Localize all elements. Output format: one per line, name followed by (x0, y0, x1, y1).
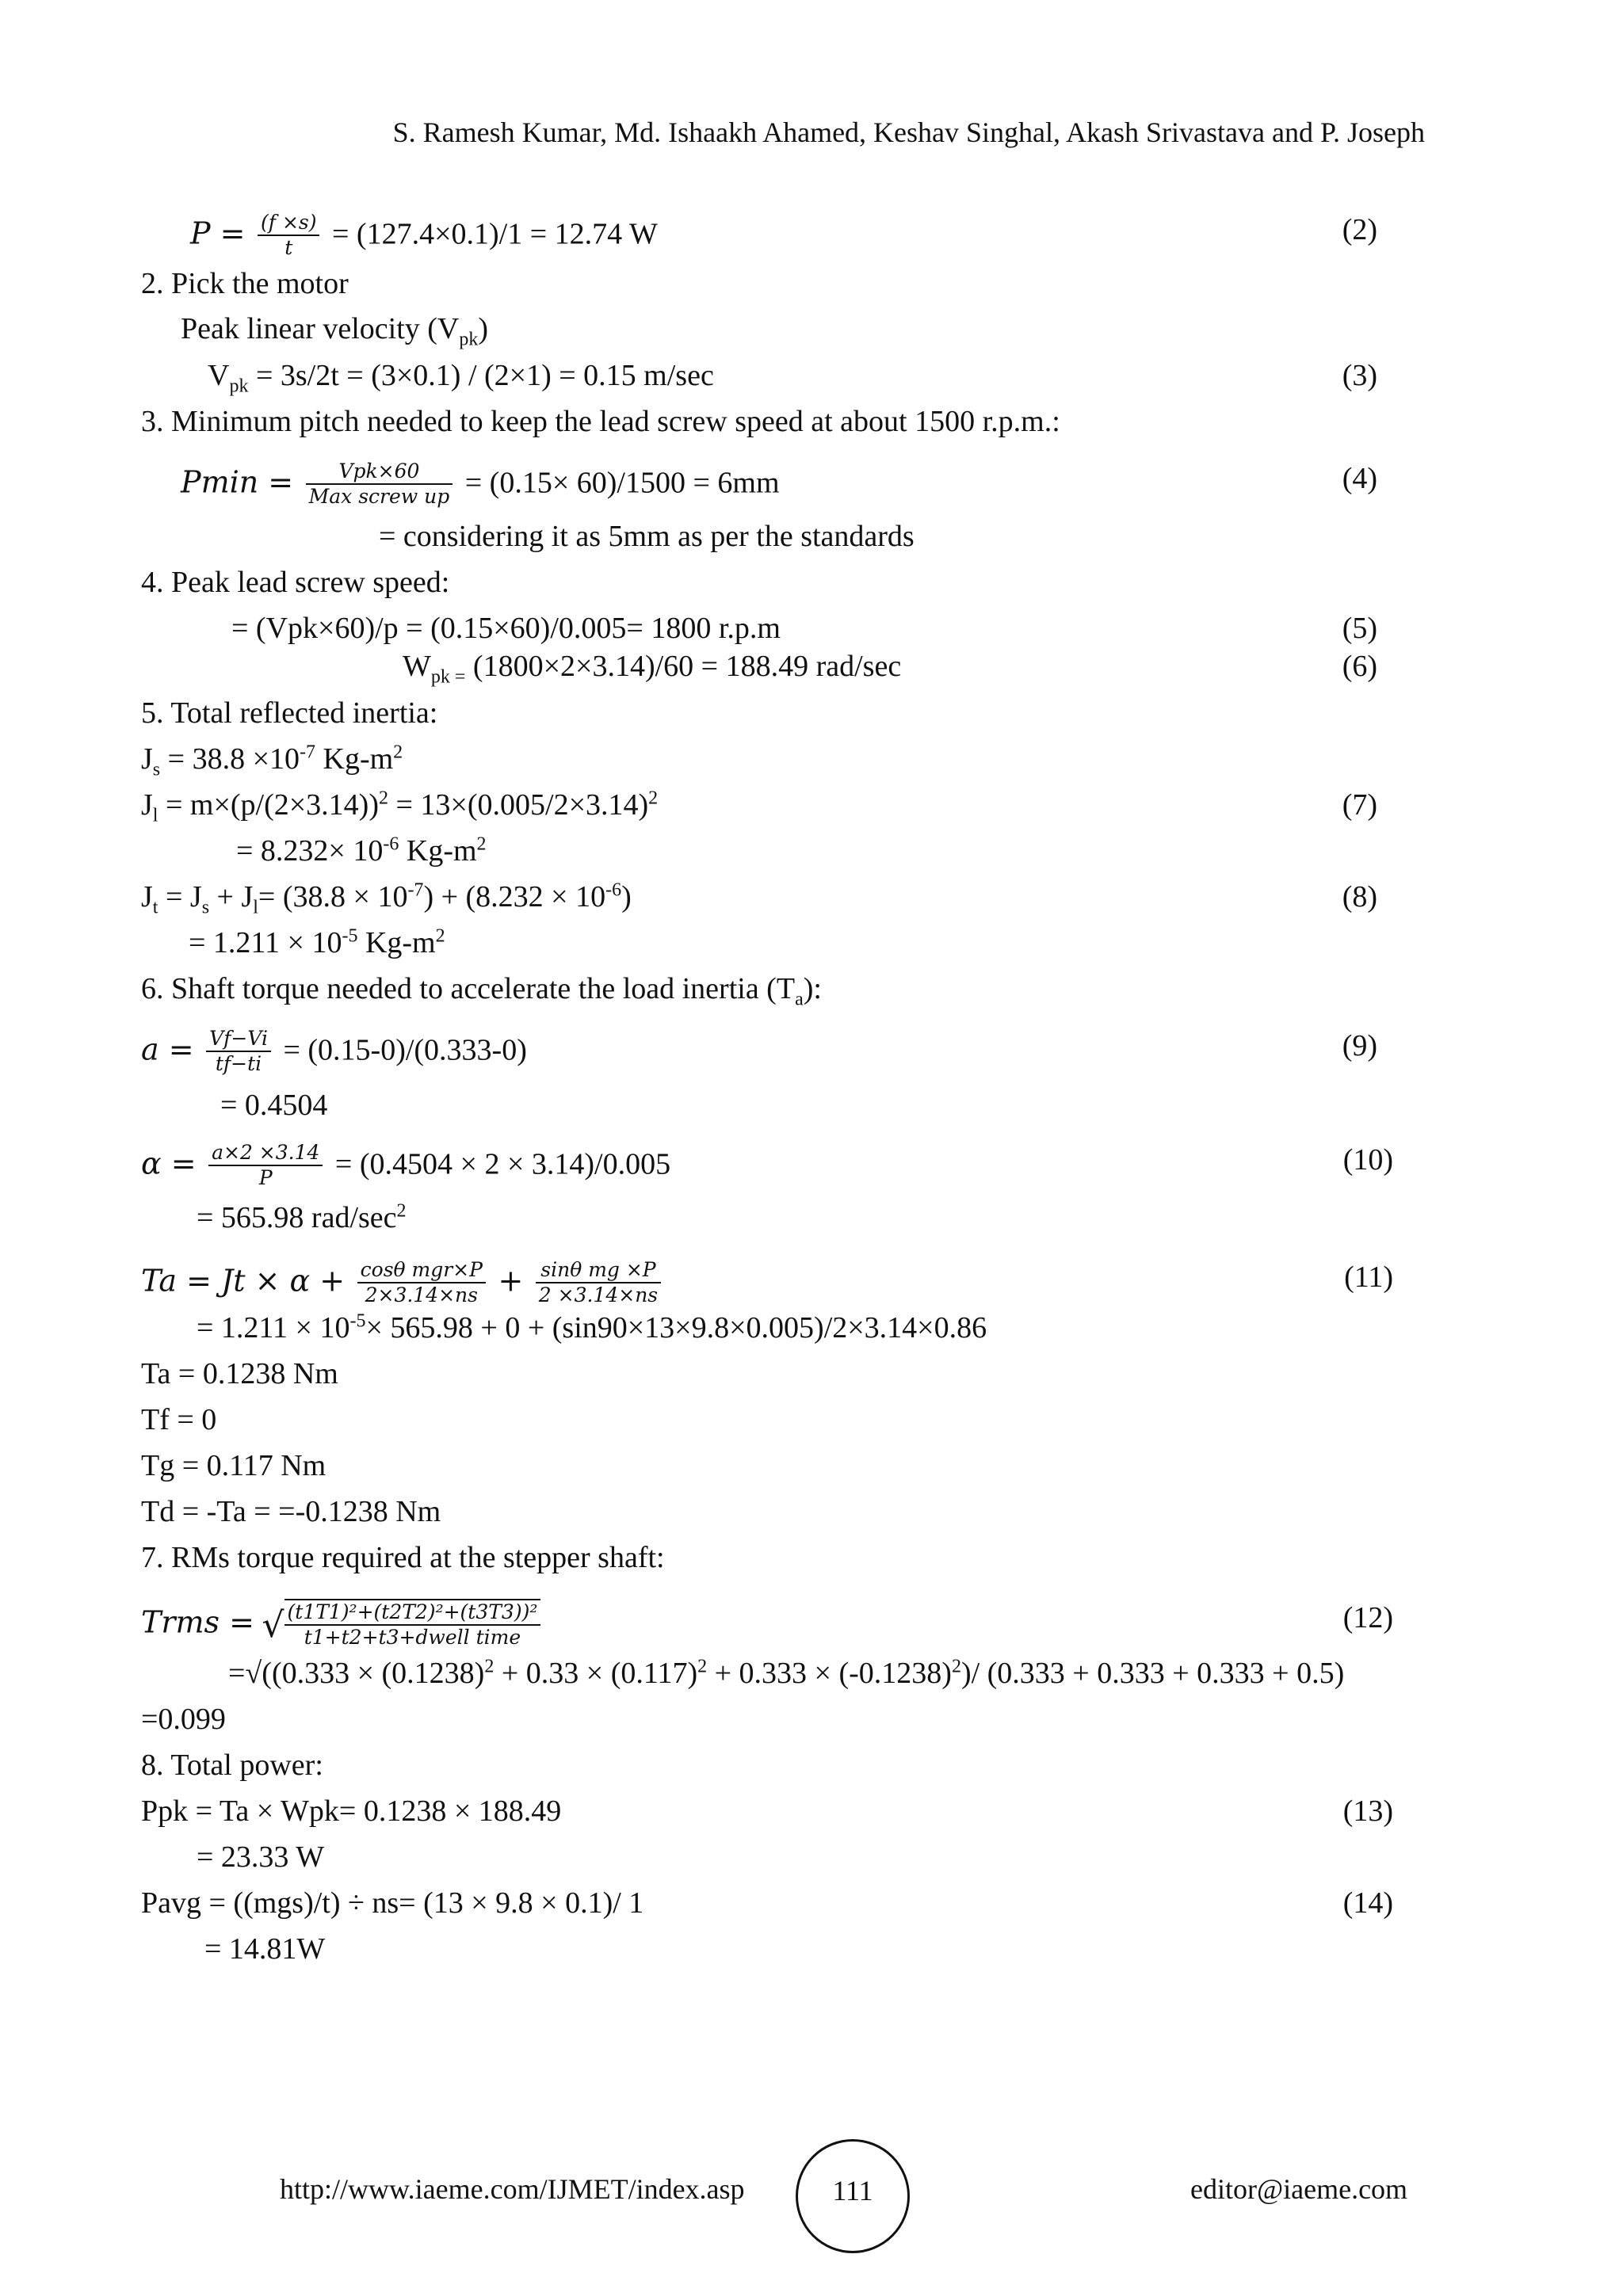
fraction: $\frac{\text{Vpk×60}}{\text{Max screw up}}$ (306, 460, 453, 509)
equation-13: Ppk = Ta × Wpk= 0.1238 × 188.49 (141, 1794, 562, 1828)
equation-12-expanded: $=√((0.333 \times (0.1238)^2 + 0.33 \times (0.117)^2 + 0.333 \times (-0.1238)^2)/$ (0.333 + 0.333 + 0.333 + 0.5) (228, 1656, 1345, 1690)
equation-9-result: = 0.4504 (220, 1089, 328, 1122)
inertia-js: $J_s = 38.8 \times 10^{-7}$ $Kg-m^2$ (141, 742, 403, 780)
equation-3: $V_{pk} = 3s/2t = (3\times 0.1) / (2\times 1) = 0.15$ m/sec (208, 359, 714, 397)
equation-11-result: = $1.211 \times 10^{-5}\times 565.98 + 0 + (\sin 90\times 13\times 9.8\times 0.005)/2\times 3.14\times 0.86$ (197, 1310, 987, 1344)
equation-4: Pmin = $\frac{\text{Vpk×60}}{\text{Max screw up}}$ = (0.15× 60)/1500 = 6mm (181, 460, 780, 508)
equation-9: a = $\frac{Vf-Vi}{tf-ti}$ = (0.15-0)/(0.333-0) (141, 1027, 527, 1075)
equation-number: (4) (1342, 462, 1377, 495)
equation-11: Ta = Jt × α + $\frac{\text{cosθ mgr×P}}{2\times 3.14\times ns}$ + $\frac{\text{sinθ mg ×P}}{2 \times 3.14\times ns}$ (141, 1260, 666, 1309)
square-root-symbol: √ (262, 1605, 285, 1646)
equation-13-result: = 23.33 W (197, 1840, 325, 1874)
fraction: $\frac{(f \times s)}{t}$ (258, 211, 319, 260)
text-line: = considering it as 5mm as per the standards (379, 520, 915, 553)
equation-number: (10) (1342, 1143, 1393, 1177)
equation-10-result: = 565.98 rad/$\sec^2$ (197, 1200, 407, 1234)
footer-url-link[interactable]: http://www.iaeme.com/IJMET/index.asp (280, 2173, 745, 2205)
step-heading: 2. Pick the motor (141, 267, 349, 300)
equation-number: (8) (1342, 880, 1377, 913)
equation-7: $J_l = m\times(p/(2\times 3.14))^2 = 13\times(0.005/2\times 3.14)^2$ (141, 788, 659, 826)
step-heading: 5. Total reflected inertia: (141, 696, 438, 730)
torque-tf: Tf = 0 (141, 1403, 217, 1436)
equation-8: $J_t = J_s + J_l= (38.8 \times 10^{-7}) + (8.232 \times 10^{-6})$ (141, 879, 632, 918)
text-line: Peak linear velocity $(V_{pk})$ (181, 312, 489, 350)
torque-td: Td = -Ta = =-0.1238 Nm (141, 1495, 441, 1528)
equation-number: (6) (1342, 650, 1377, 683)
equation-10: α = $\frac{a\times 2 \times 3.14}{P}$ = (0.4504 × 2 × 3.14)/0.005 (141, 1141, 671, 1189)
equation-8-result: = $1.211 \times 10^{-5}$ $Kg-m^2$ (189, 925, 445, 959)
equation-6: $W_{pk =}$ (1800×2×3.14)/60 = 188.49 rad/sec (403, 650, 902, 688)
fraction: $\frac{a\times 2 \times 3.14}{P}$ (208, 1141, 323, 1190)
footer-email-link[interactable]: editor@iaeme.com (1190, 2173, 1408, 2205)
equation-number: (2) (1342, 213, 1377, 246)
equation-14: Pavg = ((mgs)/t) ÷ ns= (13 × 9.8 × 0.1)/ 1 (141, 1886, 644, 1920)
step-heading: 4. Peak lead screw speed: (141, 566, 450, 599)
equation-7-result: = $8.232\times 10^{-6}$ $Kg-m^2$ (236, 833, 487, 868)
running-header: S. Ramesh Kumar, Md. Ishaakh Ahamed, Keshav Singhal, Akash Srivastava and P. Joseph (392, 116, 1425, 148)
equation-number: (11) (1344, 1261, 1393, 1294)
equation-number: (13) (1342, 1794, 1393, 1828)
torque-tg: Tg = 0.117 Nm (141, 1449, 327, 1482)
equation-2: P = $\frac{(f \times s)}{t}$ = (127.4×0.1)/1 = 12.74 W (190, 211, 658, 259)
equation-12: Trms = √ $\frac{\text{(t1T1)²+(t2T2)²+(t3T3))²}}{\text{t1+t2+t3+dwell time}}$ (141, 1600, 545, 1651)
step-heading: 3. Minimum pitch needed to keep the lead screw speed at about 1500 r.p.m.: (141, 405, 1060, 438)
equation-number: (14) (1342, 1886, 1393, 1920)
step-heading: 8. Total power: (141, 1749, 323, 1782)
equation-5: = (Vpk×60)/p = (0.15×60)/0.005= 1800 r.p.m (231, 612, 781, 645)
fraction: $\frac{Vf-Vi}{tf-ti}$ (206, 1027, 271, 1076)
page-number: 111 (832, 2175, 873, 2206)
equation-number: (5) (1342, 612, 1377, 645)
fraction: $\frac{\text{sinθ mg ×P}}{2 \times 3.14\times ns}$ (536, 1258, 661, 1307)
fraction: $\frac{\text{(t1T1)²+(t2T2)²+(t3T3))²}}{\text{t1+t2+t3+dwell time}}$ (285, 1599, 541, 1650)
step-heading: 6. Shaft torque needed to accelerate the load inertia $(T_a)$: (141, 972, 822, 1010)
equation-number: (7) (1342, 788, 1377, 822)
equation-number: (12) (1342, 1601, 1393, 1634)
step-heading: 7. RMs torque required at the stepper shaft: (141, 1541, 665, 1574)
equation-12-result: =0.099 (141, 1703, 226, 1736)
equation-14-result: = 14.81W (204, 1932, 326, 1966)
torque-ta: Ta = 0.1238 Nm (141, 1357, 338, 1390)
equation-number: (9) (1342, 1029, 1377, 1062)
fraction: $\frac{\text{cosθ mgr×P}}{2\times 3.14\times ns}$ (357, 1258, 486, 1307)
equation-number: (3) (1342, 359, 1377, 392)
